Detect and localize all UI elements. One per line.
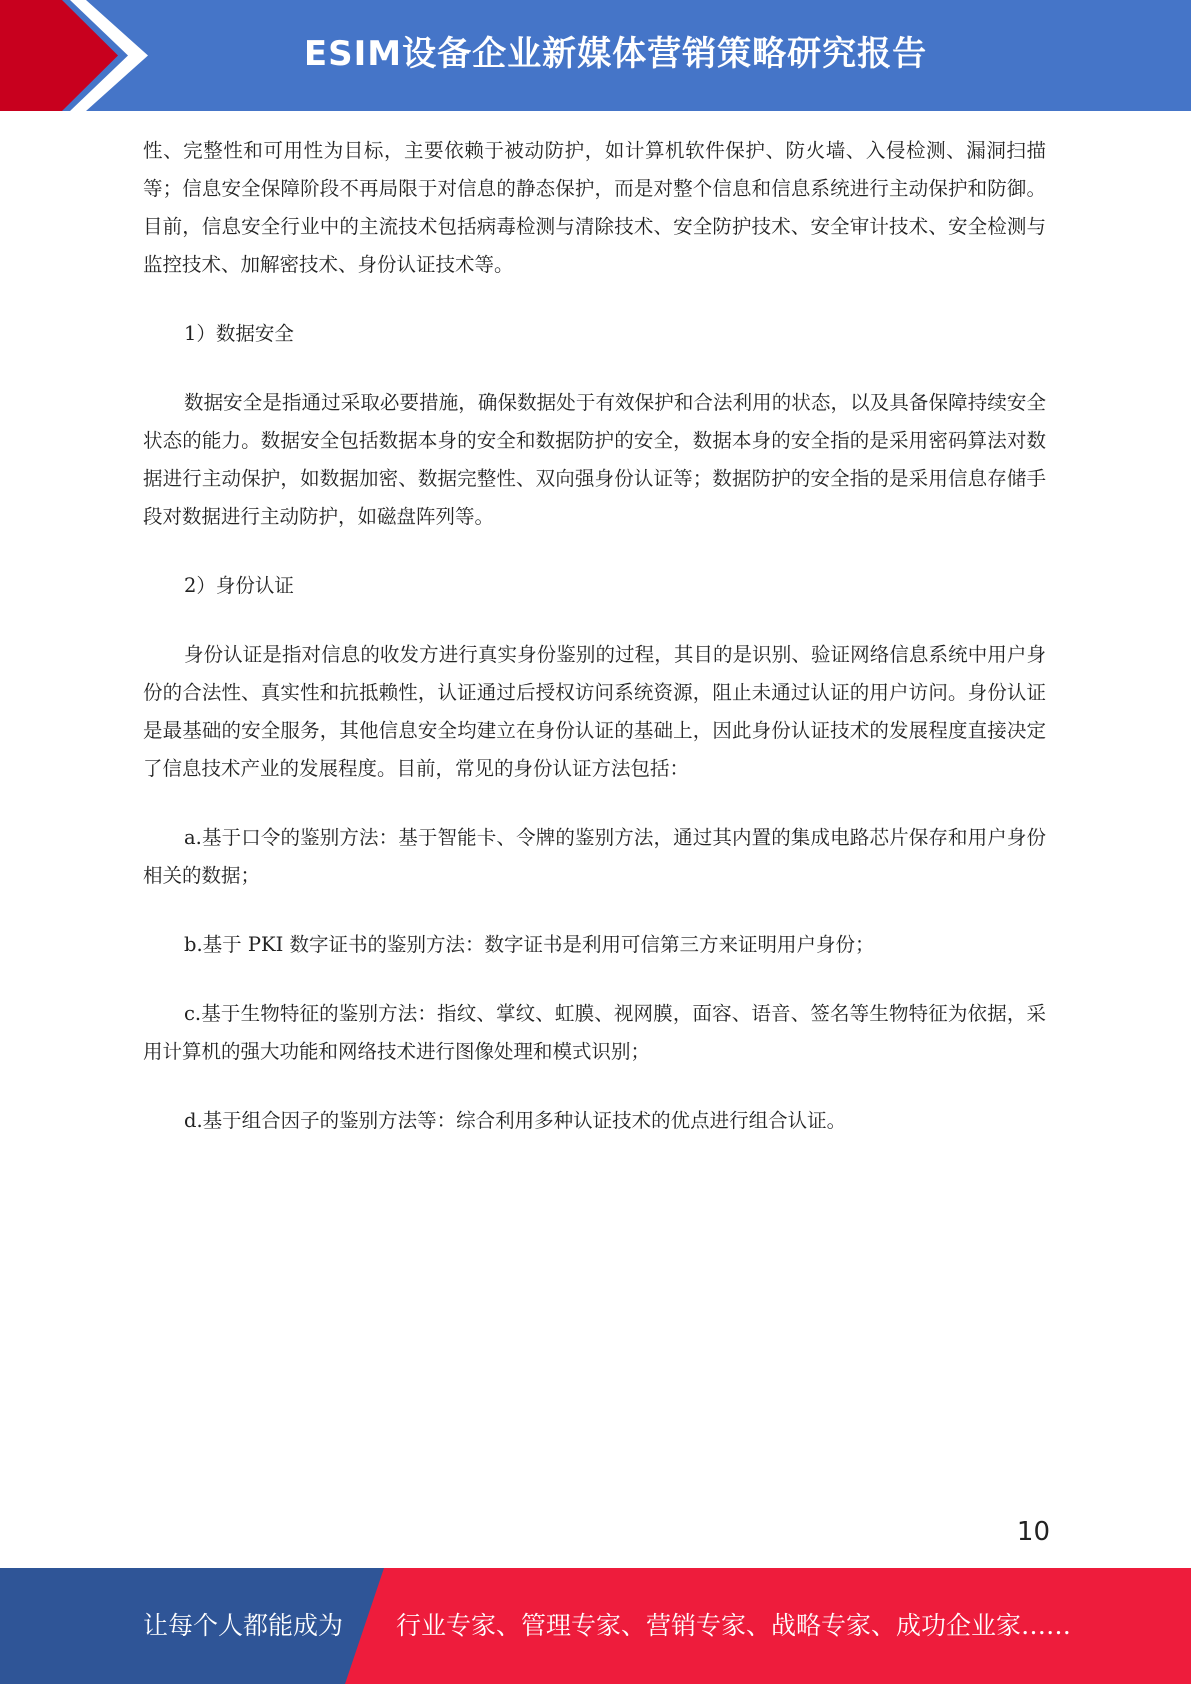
paragraph-identity-auth: 身份认证是指对信息的收发方进行真实身份鉴别的过程，其目的是识别、验证网络信息系统中用户身份的合法性、真实性和抗抵赖性，认证通过后授权访问系统资源，阻止未通过认证的用户访问。身份认证是最基础的安全服务，其他信息安全均建立在身份认证的基础上，因此身份认证技术的发展程度直接决定了信息技术产业的发展程度。目前，常见的身份认证方法包括： [143, 643, 1046, 780]
footer-banner [0, 1568, 1191, 1684]
list-item-c: c.基于生物特征的鉴别方法：指纹、掌纹、虹膜、视网膜，面容、语音、签名等生物特征为依据，采用计算机的强大功能和网络技术进行图像处理和模式识别； [143, 1002, 1046, 1063]
footer-slogan-left: 让每个人都能成为 [143, 1611, 344, 1640]
page-number: 10 [1016, 1517, 1050, 1547]
document-body [143, 132, 1046, 1140]
list-item-d: d.基于组合因子的鉴别方法等：综合利用多种认证技术的优点进行组合认证。 [184, 1109, 847, 1132]
section-heading-data-security: 1）数据安全 [184, 322, 294, 345]
section-heading-identity-auth: 2）身份认证 [184, 574, 294, 597]
footer-slogan-right: 行业专家、管理专家、营销专家、战略专家、成功企业家…… [396, 1611, 1072, 1640]
list-item-b: b.基于 PKI 数字证书的鉴别方法：数字证书是利用可信第三方来证明用户身份； [184, 933, 875, 956]
list-item-a: a.基于口令的鉴别方法：基于智能卡、令牌的鉴别方法，通过其内置的集成电路芯片保存和用户身份相关的数据； [143, 826, 1046, 887]
document-title: ESIM设备企业新媒体营销策略研究报告 [303, 34, 928, 74]
header-banner [0, 0, 1191, 111]
paragraph-data-security: 数据安全是指通过采取必要措施，确保数据处于有效保护和合法利用的状态，以及具备保障持续安全状态的能力。数据安全包括数据本身的安全和数据防护的安全，数据本身的安全指的是采用密码算法对数据进行主动保护，如数据加密、数据完整性、双向强身份认证等；数据防护的安全指的是采用信息存储手段对数据进行主动防护，如磁盘阵列等。 [143, 391, 1046, 528]
paragraph-intro: 性、完整性和可用性为目标，主要依赖于被动防护，如计算机软件保护、防火墙、入侵检测、漏洞扫描等；信息安全保障阶段不再局限于对信息的静态保护，而是对整个信息和信息系统进行主动保护和防御。目前，信息安全行业中的主流技术包括病毒检测与清除技术、安全防护技术、安全审计技术、安全检测与监控技术、加解密技术、身份认证技术等。 [143, 139, 1046, 276]
